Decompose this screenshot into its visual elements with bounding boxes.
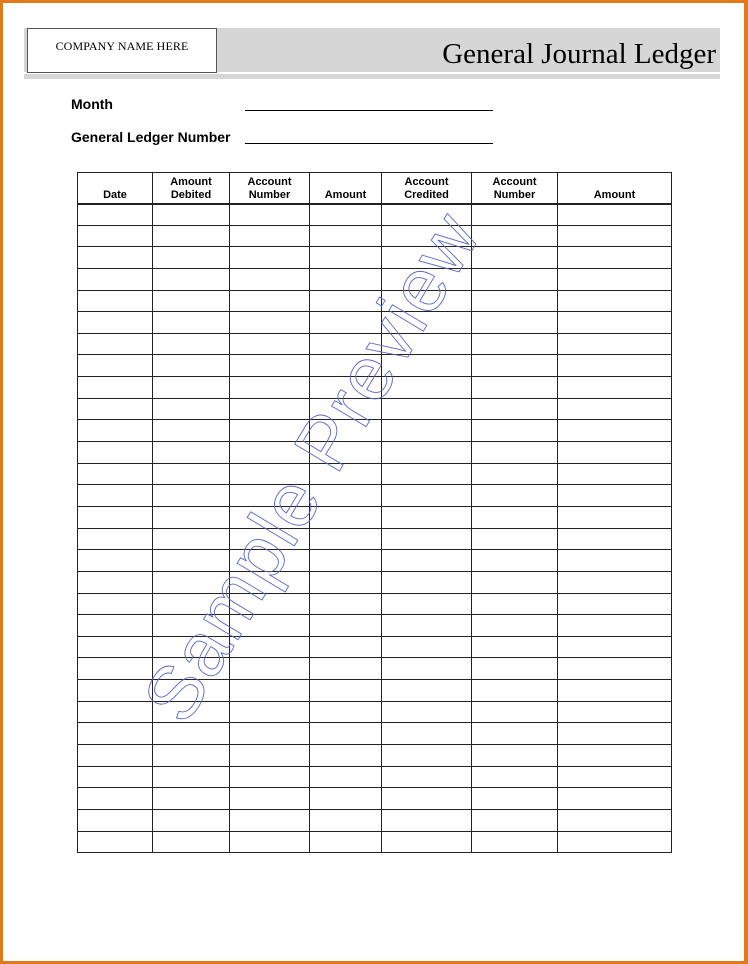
ledger-cell[interactable] [382,268,472,290]
ledger-cell[interactable] [78,442,153,464]
ledger-cell[interactable] [558,528,672,550]
ledger-cell[interactable] [153,290,230,312]
ledger-cell[interactable] [310,766,382,788]
ledger-cell[interactable] [558,355,672,377]
ledger-cell[interactable] [310,831,382,853]
table-row [78,247,672,269]
table-row [78,766,672,788]
ledger-cell[interactable] [558,809,672,831]
ledger-cell[interactable] [310,506,382,528]
ledger-cell[interactable] [382,615,472,637]
ledger-cell[interactable] [230,788,310,810]
ledger-cell[interactable] [78,312,153,334]
ledger-cell[interactable] [558,312,672,334]
header-rule [24,74,720,79]
ledger-cell[interactable] [230,398,310,420]
ledger-cell[interactable] [230,636,310,658]
ledger-cell[interactable] [153,442,230,464]
ledger-cell[interactable] [382,788,472,810]
ledger-cell[interactable] [472,463,558,485]
ledger-cell[interactable] [382,290,472,312]
table-row [78,485,672,507]
ledger-cell[interactable] [558,204,672,226]
ledger-cell[interactable] [310,312,382,334]
ledger-cell[interactable] [382,442,472,464]
ledger-cell[interactable] [472,571,558,593]
ledger-cell[interactable] [78,788,153,810]
ledger-cell[interactable] [558,831,672,853]
table-row [78,680,672,702]
ledger-cell[interactable] [472,831,558,853]
ledger-cell[interactable] [230,290,310,312]
column-header-amount-debited: Amount Debited [153,173,230,204]
ledger-cell[interactable] [78,485,153,507]
table-row [78,615,672,637]
ledger-cell[interactable] [472,204,558,226]
ledger-cell[interactable] [310,442,382,464]
ledger-cell[interactable] [472,247,558,269]
ledger-cell[interactable] [472,268,558,290]
ledger-cell[interactable] [558,550,672,572]
ledger-number-field-line [245,143,493,144]
ledger-cell[interactable] [230,268,310,290]
ledger-cell[interactable] [230,593,310,615]
ledger-cell[interactable] [472,615,558,637]
ledger-cell[interactable] [472,333,558,355]
table-row [78,788,672,810]
ledger-cell[interactable] [230,204,310,226]
ledger-cell[interactable] [558,333,672,355]
ledger-cell[interactable] [153,398,230,420]
table-row [78,377,672,399]
ledger-cell[interactable] [558,680,672,702]
table-row [78,809,672,831]
ledger-cell[interactable] [153,636,230,658]
ledger-cell[interactable] [472,312,558,334]
ledger-cell[interactable] [472,745,558,767]
table-row [78,571,672,593]
table-row [78,528,672,550]
ledger-cell[interactable] [382,766,472,788]
ledger-cell[interactable] [230,528,310,550]
ledger-number-label: General Ledger Number [71,129,231,145]
company-name-box [27,28,217,73]
ledger-cell[interactable] [472,355,558,377]
ledger-cell[interactable] [558,788,672,810]
table-row [78,268,672,290]
table-row [78,745,672,767]
ledger-cell[interactable] [78,528,153,550]
ledger-cell[interactable] [153,355,230,377]
ledger-cell[interactable] [153,528,230,550]
table-row [78,658,672,680]
ledger-cell[interactable] [153,788,230,810]
ledger-cell[interactable] [382,723,472,745]
ledger-cell[interactable] [382,225,472,247]
ledger-cell[interactable] [472,290,558,312]
ledger-cell[interactable] [153,831,230,853]
ledger-cell[interactable] [472,420,558,442]
ledger-cell[interactable] [78,377,153,399]
ledger-cell[interactable] [472,225,558,247]
ledger-cell[interactable] [558,701,672,723]
table-row [78,593,672,615]
ledger-cell[interactable] [558,268,672,290]
ledger-cell[interactable] [382,636,472,658]
ledger-cell[interactable] [153,723,230,745]
ledger-cell[interactable] [230,680,310,702]
ledger-cell[interactable] [558,571,672,593]
ledger-cell[interactable] [382,485,472,507]
ledger-cell[interactable] [78,506,153,528]
table-row [78,312,672,334]
ledger-cell[interactable] [153,463,230,485]
ledger-cell[interactable] [153,377,230,399]
table-row [78,420,672,442]
ledger-cell[interactable] [382,204,472,226]
ledger-cell[interactable] [558,723,672,745]
ledger-cell[interactable] [78,550,153,572]
ledger-cell[interactable] [558,463,672,485]
ledger-cell[interactable] [558,506,672,528]
ledger-cell[interactable] [472,723,558,745]
ledger-cell[interactable] [153,680,230,702]
ledger-cell[interactable] [558,398,672,420]
ledger-cell[interactable] [153,204,230,226]
column-header-debit-account-number: Account Number [230,173,310,204]
ledger-cell[interactable] [472,442,558,464]
ledger-cell[interactable] [382,355,472,377]
ledger-cell[interactable] [472,506,558,528]
ledger-cell[interactable] [78,225,153,247]
ledger-cell[interactable] [153,420,230,442]
table-row [78,355,672,377]
ledger-cell[interactable] [310,809,382,831]
ledger-cell[interactable] [230,355,310,377]
table-header-row [78,173,672,204]
ledger-cell[interactable] [230,831,310,853]
table-row [78,636,672,658]
ledger-cell[interactable] [558,247,672,269]
column-header-credit-account-number: Account Number [472,173,558,204]
ledger-cell[interactable] [78,809,153,831]
ledger-cell[interactable] [153,312,230,334]
ledger-cell[interactable] [382,809,472,831]
ledger-cell[interactable] [310,355,382,377]
ledger-cell[interactable] [310,745,382,767]
ledger-cell[interactable] [472,658,558,680]
ledger-cell[interactable] [382,528,472,550]
ledger-cell[interactable] [310,528,382,550]
ledger-cell[interactable] [230,723,310,745]
ledger-cell[interactable] [310,377,382,399]
ledger-cell[interactable] [382,550,472,572]
ledger-cell[interactable] [382,506,472,528]
ledger-cell[interactable] [382,333,472,355]
ledger-cell[interactable] [472,485,558,507]
ledger-cell[interactable] [230,420,310,442]
ledger-cell[interactable] [558,615,672,637]
ledger-cell[interactable] [153,658,230,680]
ledger-cell[interactable] [78,463,153,485]
ledger-table [77,172,672,853]
ledger-cell[interactable] [78,723,153,745]
ledger-cell[interactable] [153,485,230,507]
ledger-cell[interactable] [310,420,382,442]
ledger-cell[interactable] [310,593,382,615]
ledger-cell[interactable] [78,247,153,269]
ledger-cell[interactable] [382,745,472,767]
ledger-cell[interactable] [310,485,382,507]
ledger-cell[interactable] [310,550,382,572]
ledger-cell[interactable] [78,398,153,420]
ledger-cell[interactable] [382,680,472,702]
ledger-cell[interactable] [230,745,310,767]
ledger-cell[interactable] [382,420,472,442]
column-header-date: Date [78,173,153,204]
ledger-cell[interactable] [230,225,310,247]
ledger-cell[interactable] [310,680,382,702]
ledger-cell[interactable] [230,701,310,723]
ledger-cell[interactable] [153,766,230,788]
ledger-cell[interactable] [153,506,230,528]
ledger-cell[interactable] [472,593,558,615]
ledger-cell[interactable] [153,225,230,247]
ledger-cell[interactable] [153,701,230,723]
ledger-cell[interactable] [558,442,672,464]
ledger-cell[interactable] [558,420,672,442]
ledger-cell[interactable] [230,506,310,528]
ledger-cell[interactable] [310,225,382,247]
month-label: Month [71,96,113,112]
ledger-cell[interactable] [153,571,230,593]
table-row [78,550,672,572]
ledger-cell[interactable] [78,615,153,637]
ledger-cell[interactable] [382,312,472,334]
ledger-cell[interactable] [230,377,310,399]
ledger-cell[interactable] [78,701,153,723]
column-header-debit-amount: Amount [310,173,382,204]
ledger-cell[interactable] [230,550,310,572]
ledger-cell[interactable] [78,355,153,377]
ledger-cell[interactable] [310,333,382,355]
watermark-text: Sample Preview [127,197,498,737]
ledger-cell[interactable] [230,766,310,788]
ledger-cell[interactable] [230,571,310,593]
ledger-cell[interactable] [78,658,153,680]
table-row [78,442,672,464]
column-header-credit-amount: Amount [558,173,672,204]
table-row [78,701,672,723]
ledger-cell[interactable] [78,593,153,615]
ledger-cell[interactable] [382,701,472,723]
ledger-cell[interactable] [310,723,382,745]
ledger-cell[interactable] [472,680,558,702]
table-row [78,398,672,420]
ledger-cell[interactable] [558,766,672,788]
ledger-cell[interactable] [78,745,153,767]
ledger-cell[interactable] [153,268,230,290]
ledger-cell[interactable] [310,571,382,593]
ledger-cell[interactable] [78,831,153,853]
ledger-cell[interactable] [310,636,382,658]
ledger-cell[interactable] [558,290,672,312]
ledger-cell[interactable] [310,398,382,420]
ledger-cell[interactable] [230,658,310,680]
ledger-cell[interactable] [230,442,310,464]
ledger-cell[interactable] [382,571,472,593]
ledger-cell[interactable] [472,528,558,550]
ledger-cell[interactable] [78,420,153,442]
ledger-cell[interactable] [78,571,153,593]
ledger-cell[interactable] [472,550,558,572]
ledger-cell[interactable] [153,615,230,637]
ledger-cell[interactable] [382,398,472,420]
ledger-cell[interactable] [558,593,672,615]
ledger-cell[interactable] [78,290,153,312]
ledger-cell[interactable] [310,615,382,637]
ledger-cell[interactable] [472,398,558,420]
ledger-cell[interactable] [153,550,230,572]
ledger-rows [78,204,672,853]
ledger-cell[interactable] [558,485,672,507]
ledger-cell[interactable] [382,831,472,853]
ledger-cell[interactable] [78,680,153,702]
ledger-cell[interactable] [310,290,382,312]
ledger-cell[interactable] [153,247,230,269]
ledger-cell[interactable] [472,809,558,831]
ledger-cell[interactable] [558,225,672,247]
ledger-cell[interactable] [558,745,672,767]
month-field-line [245,110,493,111]
table-row [78,204,672,226]
ledger-cell[interactable] [230,247,310,269]
ledger-cell[interactable] [153,593,230,615]
table-row [78,463,672,485]
ledger-cell[interactable] [230,615,310,637]
ledger-cell[interactable] [310,658,382,680]
ledger-cell[interactable] [558,636,672,658]
table-row [78,723,672,745]
table-row [78,506,672,528]
ledger-cell[interactable] [382,593,472,615]
ledger-cell[interactable] [472,788,558,810]
ledger-cell[interactable] [382,658,472,680]
ledger-cell[interactable] [382,247,472,269]
ledger-cell[interactable] [230,463,310,485]
ledger-cell[interactable] [310,268,382,290]
ledger-cell[interactable] [153,809,230,831]
ledger-cell[interactable] [472,377,558,399]
table-row [78,333,672,355]
ledger-cell[interactable] [78,766,153,788]
ledger-cell[interactable] [78,268,153,290]
ledger-cell[interactable] [472,766,558,788]
ledger-cell[interactable] [382,463,472,485]
table-row [78,831,672,853]
column-header-account-credited: Account Credited [382,173,472,204]
document-title: General Journal Ledger [442,38,716,70]
ledger-cell[interactable] [472,701,558,723]
ledger-cell[interactable] [558,377,672,399]
ledger-cell[interactable] [153,745,230,767]
ledger-cell[interactable] [153,333,230,355]
ledger-cell[interactable] [78,204,153,226]
ledger-cell[interactable] [310,463,382,485]
ledger-cell[interactable] [310,701,382,723]
ledger-cell[interactable] [382,377,472,399]
ledger-cell[interactable] [78,636,153,658]
ledger-cell[interactable] [78,333,153,355]
ledger-cell[interactable] [310,247,382,269]
table-row [78,290,672,312]
ledger-cell[interactable] [230,809,310,831]
ledger-cell[interactable] [472,636,558,658]
ledger-cell[interactable] [230,312,310,334]
ledger-cell[interactable] [230,485,310,507]
table-row [78,225,672,247]
ledger-cell[interactable] [558,658,672,680]
ledger-cell[interactable] [230,333,310,355]
ledger-cell[interactable] [310,204,382,226]
company-name: COMPANY NAME HERE [55,39,189,53]
ledger-cell[interactable] [310,788,382,810]
